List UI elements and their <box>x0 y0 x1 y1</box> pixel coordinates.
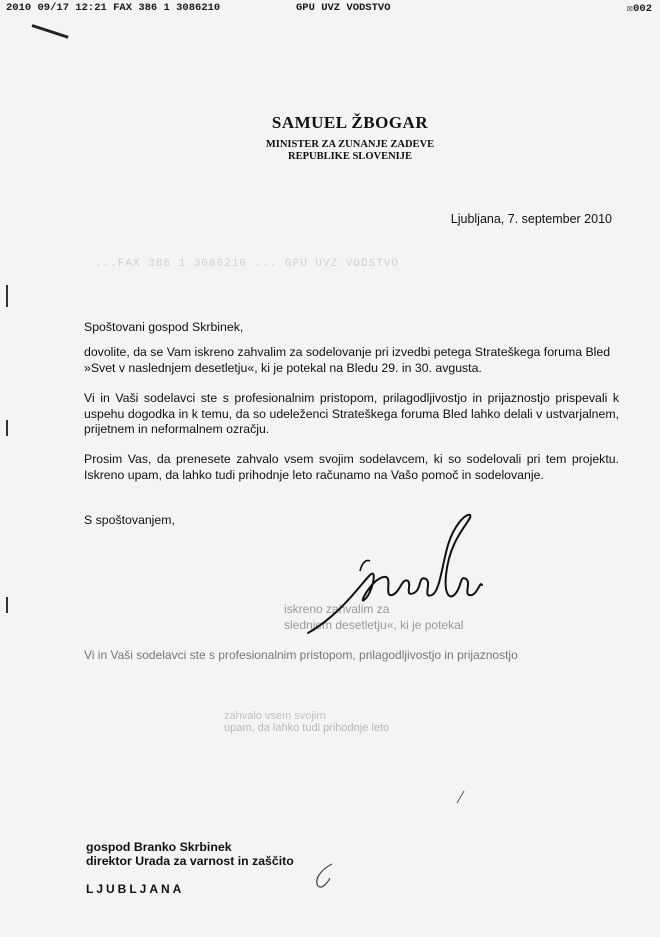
recipient-city: LJUBLJANA <box>86 882 185 896</box>
scan-mark-icon <box>455 790 465 804</box>
scan-mark <box>32 24 69 39</box>
recipient-title: direktor Urada za varnost in zaščito <box>86 854 294 868</box>
scan-edge-line <box>6 420 8 436</box>
bleed-line: iskreno zahvalim za <box>284 602 390 616</box>
fax-page-number: ☒002 <box>626 3 652 15</box>
ministry-country: REPUBLIKE SLOVENIJE <box>288 151 412 162</box>
paragraph-team: Vi in Vaši sodelavci ste s profesionalnim pristopom, prilagodljivostjo in prijaznostjo prispevali k uspehu dogodka in k temu, da so udeleženci Strateškega foruma Bled lahko delali v ustvarjalnem, prijetnem in neformalnem ozračju. <box>84 391 619 436</box>
handwritten-signature <box>300 505 490 650</box>
scan-edge-line <box>6 285 8 307</box>
bleed-line: Vi in Vaši sodelavci ste s profesionalnim pristopom, prilagodljivostjo in prijaznostjo <box>84 648 518 662</box>
recipient-name: gospod Branko Skrbinek <box>86 840 232 854</box>
bleed-line: upam, da lahko tudi prihodnje leto <box>224 722 390 734</box>
fax-transmission-header <box>6 2 652 16</box>
pen-mark-icon <box>310 860 340 890</box>
salutation: Spoštovani gospod Skrbinek, <box>84 320 244 334</box>
letter-date: Ljubljana, 7. september 2010 <box>450 212 612 226</box>
recipient-block <box>86 840 294 868</box>
closing: S spoštovanjem, <box>84 513 175 527</box>
bleed-line: slednjem desetletju«, ki je potekal <box>284 618 464 632</box>
fax-sender-id: GPU UVZ VODSTVO <box>296 2 391 14</box>
paragraph-request: Prosim Vas, da prenesete zahvalo vsem svojim sodelavcem, ki so sodelovali pri tem projektu. Iskreno upam, da lahko tudi prihodnje leto računamo na Vašo pomoč in sodelovanje. <box>84 452 619 482</box>
paragraph-thanks: dovolite, da se Vam iskreno zahvalim za sodelovanje pri izvedbi petega Strateškega foruma Bled »Svet v naslednjem desetletju«, ki je potekal na Bledu 29. in 30. avgusta. <box>84 345 611 375</box>
bleed-line: zahvalo vsem svojim <box>224 710 326 722</box>
ghost-fax-imprint: ...FAX 386 1 3086210 ... GPU UVZ VODSTVO <box>95 258 400 270</box>
minister-title: MINISTER ZA ZUNANJE ZADEVE <box>265 139 435 150</box>
letterhead <box>220 113 480 163</box>
scan-edge-line <box>6 597 8 613</box>
fax-timestamp-number: 2010 09/17 12:21 FAX 386 1 3086210 <box>6 2 221 14</box>
minister-name: SAMUEL ŽBOGAR <box>271 113 429 132</box>
